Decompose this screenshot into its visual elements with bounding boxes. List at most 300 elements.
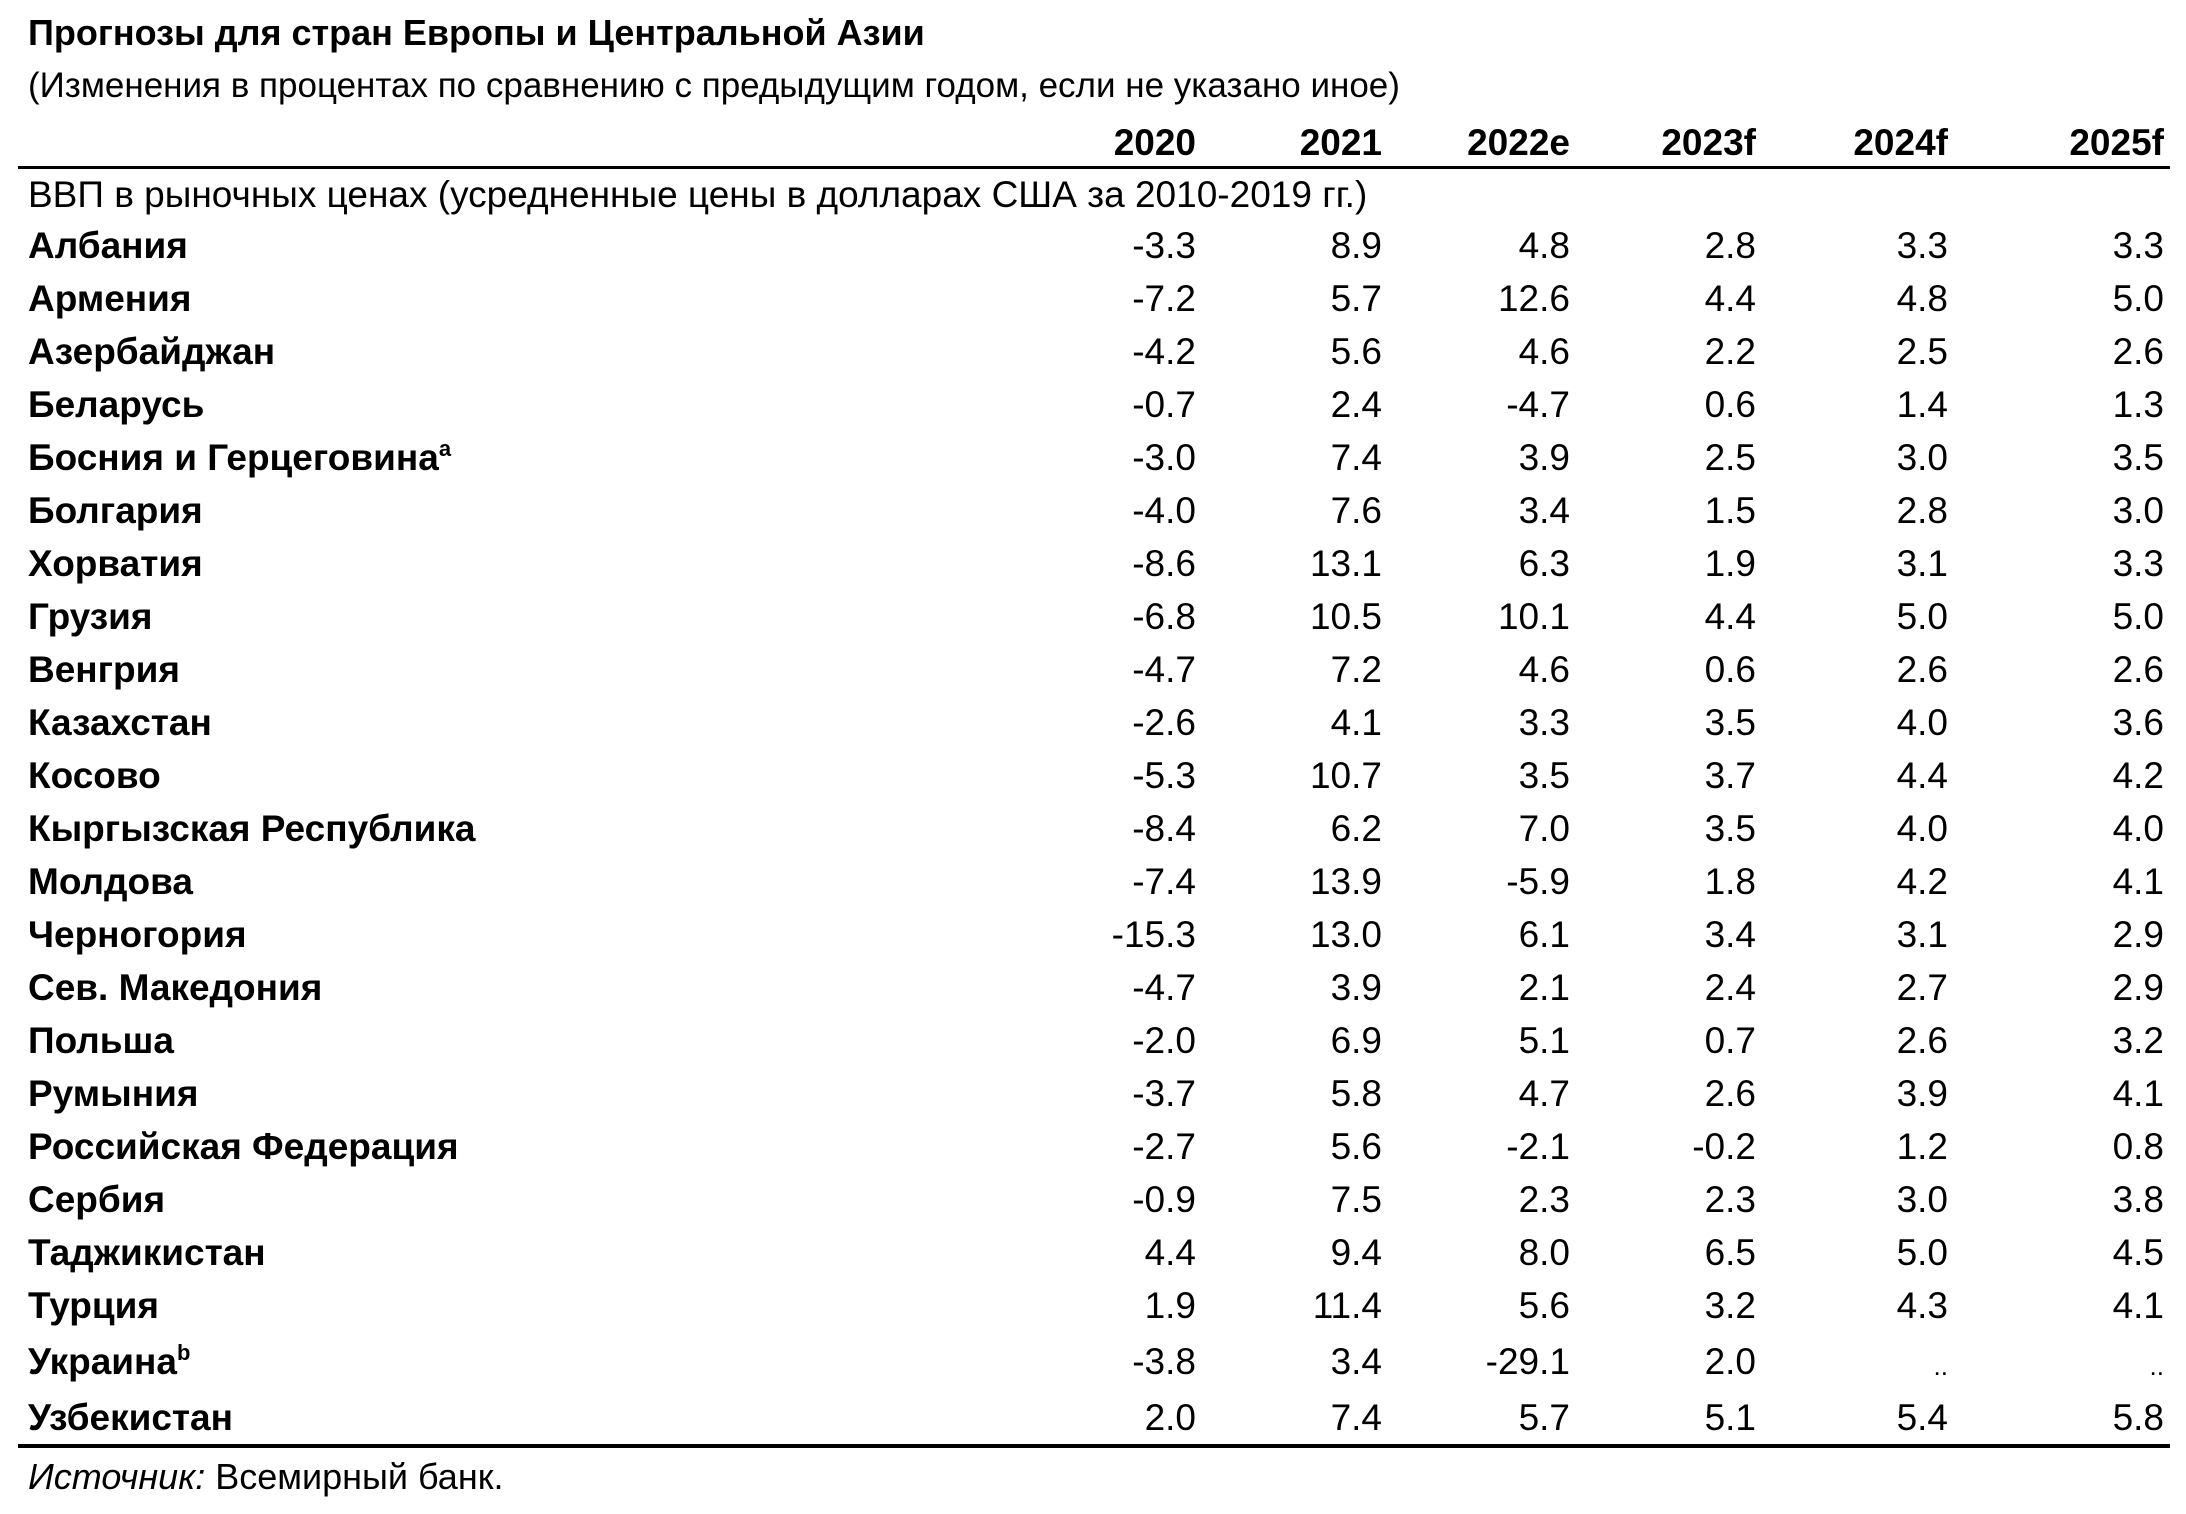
column-header-2021: 2021	[1202, 116, 1388, 168]
value-cell-2024f	[1762, 272, 1954, 325]
value-cell-2023f	[1576, 219, 1762, 272]
value-text: -4.7	[1132, 966, 1196, 1008]
value-cell-2025f	[1954, 1173, 2170, 1226]
value-cell-2024f	[1762, 1391, 1954, 1446]
table-row	[18, 378, 2170, 431]
value-cell-2020	[1022, 1173, 1202, 1226]
value-text: 5.1	[1518, 1019, 1570, 1061]
value-text: 4.0	[1896, 701, 1948, 743]
country-cell	[18, 1332, 1022, 1391]
value-cell-2021	[1202, 1014, 1388, 1067]
source-note	[28, 1452, 503, 1502]
table-row	[18, 484, 2170, 537]
value-cell-2021	[1202, 325, 1388, 378]
country-name: Казахстан	[28, 701, 212, 743]
value-cell-2020	[1022, 855, 1202, 908]
value-text: 4.8	[1896, 277, 1948, 319]
value-text: 2.7	[1896, 966, 1948, 1008]
country-name: Грузия	[28, 595, 153, 637]
value-cell-2021	[1202, 1173, 1388, 1226]
value-cell-2023f	[1576, 1332, 1762, 1391]
value-text: 3.4	[1704, 913, 1756, 955]
value-text: -2.6	[1132, 701, 1196, 743]
value-cell-2024f	[1762, 590, 1954, 643]
value-cell-2023f	[1576, 537, 1762, 590]
value-cell-2021	[1202, 537, 1388, 590]
value-text: 3.4	[1330, 1340, 1382, 1382]
value-cell-2022e	[1388, 1120, 1576, 1173]
value-cell-2025f	[1954, 325, 2170, 378]
value-text: 5.6	[1330, 330, 1382, 372]
value-cell-2024f	[1762, 1067, 1954, 1120]
value-cell-2021	[1202, 961, 1388, 1014]
value-text: 13.9	[1309, 860, 1382, 902]
value-text: 5.1	[1704, 1396, 1756, 1438]
table-row	[18, 1332, 2170, 1391]
country-cell	[18, 1120, 1022, 1173]
value-text: 4.1	[2112, 1284, 2164, 1326]
value-cell-2025f	[1954, 590, 2170, 643]
value-cell-2021	[1202, 431, 1388, 484]
value-cell-2021	[1202, 696, 1388, 749]
value-text: ..	[2149, 1351, 2164, 1381]
value-cell-2022e	[1388, 908, 1576, 961]
column-header-2020: 2020	[1022, 116, 1202, 168]
value-cell-2023f	[1576, 802, 1762, 855]
value-text: 2.0	[1144, 1396, 1196, 1438]
value-text: 3.3	[2112, 542, 2164, 584]
country-cell	[18, 325, 1022, 378]
value-text: 4.3	[1896, 1284, 1948, 1326]
value-cell-2020	[1022, 1067, 1202, 1120]
value-cell-2024f	[1762, 484, 1954, 537]
value-text: 10.7	[1309, 754, 1382, 796]
value-cell-2025f	[1954, 1014, 2170, 1067]
value-cell-2025f	[1954, 1067, 2170, 1120]
table-row	[18, 1226, 2170, 1279]
value-cell-2023f	[1576, 1391, 1762, 1446]
value-text: -2.7	[1132, 1125, 1196, 1167]
table-row	[18, 1391, 2170, 1446]
table-body	[18, 219, 2170, 1446]
value-cell-2020	[1022, 219, 1202, 272]
value-cell-2021	[1202, 378, 1388, 431]
value-text: 4.1	[2112, 1072, 2164, 1114]
value-text: 5.0	[2112, 277, 2164, 319]
country-cell	[18, 1226, 1022, 1279]
value-cell-2023f	[1576, 272, 1762, 325]
value-cell-2023f	[1576, 1014, 1762, 1067]
value-cell-2021	[1202, 749, 1388, 802]
country-cell	[18, 749, 1022, 802]
value-cell-2021	[1202, 272, 1388, 325]
country-name: Кыргызская Республика	[28, 807, 476, 849]
value-cell-2024f	[1762, 855, 1954, 908]
value-cell-2023f	[1576, 749, 1762, 802]
value-text: 3.3	[2112, 224, 2164, 266]
value-cell-2024f	[1762, 1014, 1954, 1067]
table-row	[18, 855, 2170, 908]
value-text: -3.3	[1132, 224, 1196, 266]
value-cell-2022e	[1388, 1014, 1576, 1067]
column-header-2024f: 2024f	[1762, 116, 1954, 168]
value-cell-2022e	[1388, 1279, 1576, 1332]
value-text: 4.4	[1896, 754, 1948, 796]
header-row	[18, 116, 2170, 168]
value-text: 13.0	[1309, 913, 1382, 955]
value-text: 3.9	[1896, 1072, 1948, 1114]
country-cell	[18, 961, 1022, 1014]
value-cell-2021	[1202, 802, 1388, 855]
value-text: 7.6	[1330, 489, 1382, 531]
country-name: Узбекистан	[28, 1396, 233, 1438]
value-cell-2023f	[1576, 1226, 1762, 1279]
value-text: 2.8	[1896, 489, 1948, 531]
country-name: Российская Федерация	[28, 1125, 459, 1167]
value-cell-2022e	[1388, 590, 1576, 643]
value-text: 3.9	[1330, 966, 1382, 1008]
page-title: Прогнозы для стран Европы и Центральной Азии	[28, 12, 925, 53]
value-cell-2023f	[1576, 590, 1762, 643]
country-name: Таджикистан	[28, 1231, 266, 1273]
value-cell-2025f	[1954, 802, 2170, 855]
value-cell-2022e	[1388, 1332, 1576, 1391]
value-cell-2023f	[1576, 1067, 1762, 1120]
column-header-2023f: 2023f	[1576, 116, 1762, 168]
column-header-2022e: 2022e	[1388, 116, 1576, 168]
value-cell-2021	[1202, 1067, 1388, 1120]
value-cell-2022e	[1388, 537, 1576, 590]
value-text: 1.4	[1896, 383, 1948, 425]
value-cell-2023f	[1576, 431, 1762, 484]
value-text: 2.5	[1896, 330, 1948, 372]
value-text: 3.3	[1518, 701, 1570, 743]
table-row	[18, 1067, 2170, 1120]
value-text: 3.6	[2112, 701, 2164, 743]
value-text: 2.6	[2112, 330, 2164, 372]
value-cell-2021	[1202, 484, 1388, 537]
value-text: 2.5	[1704, 436, 1756, 478]
value-cell-2025f	[1954, 1226, 2170, 1279]
value-text: 9.4	[1330, 1231, 1382, 1273]
value-cell-2024f	[1762, 1173, 1954, 1226]
country-cell	[18, 219, 1022, 272]
value-cell-2022e	[1388, 272, 1576, 325]
value-cell-2021	[1202, 1120, 1388, 1173]
table-row	[18, 643, 2170, 696]
value-text: 3.5	[1704, 807, 1756, 849]
section-row	[18, 168, 2170, 220]
value-cell-2025f	[1954, 272, 2170, 325]
value-cell-2024f	[1762, 431, 1954, 484]
column-header-2025f: 2025f	[1954, 116, 2170, 168]
country-name: Косово	[28, 754, 161, 796]
value-text: 6.1	[1518, 913, 1570, 955]
value-cell-2024f	[1762, 749, 1954, 802]
value-text: 2.0	[1704, 1340, 1756, 1382]
footnote-marker: a	[438, 435, 452, 461]
footnote-marker: b	[176, 1339, 191, 1365]
value-cell-2025f	[1954, 643, 2170, 696]
value-text: -2.0	[1132, 1019, 1196, 1061]
country-cell	[18, 1279, 1022, 1332]
value-cell-2022e	[1388, 1173, 1576, 1226]
value-text: 2.9	[2112, 966, 2164, 1008]
value-text: -5.9	[1506, 860, 1570, 902]
value-cell-2024f	[1762, 802, 1954, 855]
value-cell-2020	[1022, 908, 1202, 961]
country-cell	[18, 908, 1022, 961]
value-cell-2020	[1022, 1226, 1202, 1279]
value-text: 2.1	[1518, 966, 1570, 1008]
value-cell-2024f	[1762, 325, 1954, 378]
table-row	[18, 219, 2170, 272]
country-name: Молдова	[28, 860, 193, 902]
value-text: 7.4	[1330, 1396, 1382, 1438]
value-text: 3.5	[1704, 701, 1756, 743]
table-row	[18, 961, 2170, 1014]
value-text: 3.2	[2112, 1019, 2164, 1061]
value-text: 2.6	[1896, 1019, 1948, 1061]
table-section	[18, 168, 2170, 220]
value-text: 4.2	[2112, 754, 2164, 796]
country-cell	[18, 378, 1022, 431]
value-text: -3.0	[1132, 436, 1196, 478]
value-text: 2.6	[1704, 1072, 1756, 1114]
value-text: 2.8	[1704, 224, 1756, 266]
value-text: -4.2	[1132, 330, 1196, 372]
value-cell-2021	[1202, 1332, 1388, 1391]
value-cell-2024f	[1762, 908, 1954, 961]
value-text: 0.6	[1704, 648, 1756, 690]
value-text: 3.5	[1518, 754, 1570, 796]
country-cell	[18, 855, 1022, 908]
value-cell-2020	[1022, 272, 1202, 325]
value-text: -4.7	[1132, 648, 1196, 690]
value-cell-2024f	[1762, 696, 1954, 749]
value-text: 5.8	[1330, 1072, 1382, 1114]
value-text: 4.8	[1518, 224, 1570, 266]
country-cell	[18, 484, 1022, 537]
country-name: Болгария	[28, 489, 203, 531]
value-cell-2020	[1022, 1120, 1202, 1173]
value-text: -8.4	[1132, 807, 1196, 849]
value-text: 5.7	[1518, 1396, 1570, 1438]
value-cell-2023f	[1576, 484, 1762, 537]
value-cell-2020	[1022, 537, 1202, 590]
value-text: ..	[1933, 1351, 1948, 1381]
country-cell	[18, 537, 1022, 590]
value-cell-2021	[1202, 590, 1388, 643]
value-text: 0.8	[2112, 1125, 2164, 1167]
value-cell-2021	[1202, 219, 1388, 272]
value-cell-2022e	[1388, 802, 1576, 855]
value-text: 5.8	[2112, 1396, 2164, 1438]
value-text: 4.2	[1896, 860, 1948, 902]
value-text: -6.8	[1132, 595, 1196, 637]
value-text: 4.4	[1704, 277, 1756, 319]
value-text: 10.1	[1497, 595, 1570, 637]
value-cell-2021	[1202, 1226, 1388, 1279]
table-row	[18, 802, 2170, 855]
value-cell-2022e	[1388, 484, 1576, 537]
value-text: -3.7	[1132, 1072, 1196, 1114]
value-text: 2.2	[1704, 330, 1756, 372]
value-text: 1.2	[1896, 1125, 1948, 1167]
country-name: Армения	[28, 277, 192, 319]
value-cell-2022e	[1388, 643, 1576, 696]
value-text: 7.0	[1518, 807, 1570, 849]
country-name: Черногория	[28, 913, 247, 955]
value-cell-2024f	[1762, 643, 1954, 696]
value-text: 4.1	[2112, 860, 2164, 902]
country-name: Хорватия	[28, 542, 203, 584]
value-text: 5.4	[1896, 1396, 1948, 1438]
source-text: Всемирный банк.	[215, 1456, 504, 1497]
value-text: 3.5	[2112, 436, 2164, 478]
table-row	[18, 696, 2170, 749]
table-row	[18, 1014, 2170, 1067]
value-text: 3.3	[1896, 224, 1948, 266]
value-cell-2025f	[1954, 378, 2170, 431]
country-name: Босния и Герцеговина	[28, 436, 439, 478]
country-name: Турция	[28, 1284, 159, 1326]
table-row	[18, 590, 2170, 643]
value-cell-2020	[1022, 1391, 1202, 1446]
value-text: 3.0	[1896, 436, 1948, 478]
table-row	[18, 431, 2170, 484]
value-cell-2023f	[1576, 325, 1762, 378]
value-text: 4.4	[1704, 595, 1756, 637]
value-text: 2.3	[1518, 1178, 1570, 1220]
value-cell-2023f	[1576, 696, 1762, 749]
value-text: 13.1	[1309, 542, 1382, 584]
table-row	[18, 1279, 2170, 1332]
value-text: -5.3	[1132, 754, 1196, 796]
value-text: 1.3	[2112, 383, 2164, 425]
value-text: 2.9	[2112, 913, 2164, 955]
table-row	[18, 908, 2170, 961]
value-text: 7.2	[1330, 648, 1382, 690]
value-cell-2023f	[1576, 1173, 1762, 1226]
value-text: 5.6	[1518, 1284, 1570, 1326]
value-cell-2024f	[1762, 1332, 1954, 1391]
value-cell-2023f	[1576, 961, 1762, 1014]
value-cell-2020	[1022, 1014, 1202, 1067]
value-cell-2023f	[1576, 1120, 1762, 1173]
value-cell-2022e	[1388, 1391, 1576, 1446]
value-cell-2023f	[1576, 855, 1762, 908]
country-name: Украина	[28, 1340, 177, 1382]
country-name: Польша	[28, 1019, 174, 1061]
country-cell	[18, 1067, 1022, 1120]
header-blank-cell	[18, 116, 1022, 168]
value-text: 4.6	[1518, 648, 1570, 690]
value-cell-2023f	[1576, 643, 1762, 696]
country-cell	[18, 696, 1022, 749]
value-text: 6.2	[1330, 807, 1382, 849]
value-text: 5.6	[1330, 1125, 1382, 1167]
value-text: 4.6	[1518, 330, 1570, 372]
table-row	[18, 1173, 2170, 1226]
value-text: 1.9	[1704, 542, 1756, 584]
value-cell-2020	[1022, 1279, 1202, 1332]
country-name: Сербия	[28, 1178, 166, 1220]
value-cell-2021	[1202, 1391, 1388, 1446]
value-cell-2020	[1022, 802, 1202, 855]
value-cell-2025f	[1954, 1120, 2170, 1173]
value-text: -8.6	[1132, 542, 1196, 584]
value-text: -15.3	[1111, 913, 1196, 955]
value-text: 2.4	[1330, 383, 1382, 425]
value-text: -0.7	[1132, 383, 1196, 425]
value-cell-2025f	[1954, 908, 2170, 961]
value-cell-2025f	[1954, 537, 2170, 590]
value-cell-2025f	[1954, 1391, 2170, 1446]
value-cell-2023f	[1576, 378, 1762, 431]
value-cell-2025f	[1954, 1279, 2170, 1332]
value-text: 1.5	[1704, 489, 1756, 531]
value-text: 2.3	[1704, 1178, 1756, 1220]
page-subtitle: (Изменения в процентах по сравнению с предыдущим годом, если не указано иное)	[28, 66, 1400, 105]
country-cell	[18, 1173, 1022, 1226]
value-text: 6.3	[1518, 542, 1570, 584]
value-cell-2022e	[1388, 431, 1576, 484]
value-text: 3.7	[1704, 754, 1756, 796]
value-cell-2024f	[1762, 537, 1954, 590]
value-text: -29.1	[1485, 1340, 1570, 1382]
value-text: 12.6	[1497, 277, 1570, 319]
value-cell-2024f	[1762, 1226, 1954, 1279]
value-cell-2021	[1202, 908, 1388, 961]
country-name: Венгрия	[28, 648, 180, 690]
value-cell-2022e	[1388, 219, 1576, 272]
value-text: 4.0	[1896, 807, 1948, 849]
value-cell-2020	[1022, 1332, 1202, 1391]
value-text: 3.0	[2112, 489, 2164, 531]
country-name: Румыния	[28, 1072, 199, 1114]
country-cell	[18, 1014, 1022, 1067]
value-cell-2024f	[1762, 1279, 1954, 1332]
table-row	[18, 325, 2170, 378]
table-row	[18, 272, 2170, 325]
value-text: -4.0	[1132, 489, 1196, 531]
value-text: -3.8	[1132, 1340, 1196, 1382]
table-row	[18, 749, 2170, 802]
value-cell-2021	[1202, 1279, 1388, 1332]
value-text: 1.9	[1144, 1284, 1196, 1326]
value-cell-2022e	[1388, 1226, 1576, 1279]
value-cell-2023f	[1576, 908, 1762, 961]
value-cell-2020	[1022, 484, 1202, 537]
value-text: 0.6	[1704, 383, 1756, 425]
value-cell-2020	[1022, 590, 1202, 643]
country-cell	[18, 1391, 1022, 1446]
value-cell-2022e	[1388, 749, 1576, 802]
value-cell-2020	[1022, 431, 1202, 484]
forecast-table	[18, 116, 2170, 1448]
value-cell-2020	[1022, 378, 1202, 431]
value-text: 4.4	[1144, 1231, 1196, 1273]
value-cell-2024f	[1762, 961, 1954, 1014]
value-text: 5.0	[1896, 595, 1948, 637]
value-cell-2021	[1202, 855, 1388, 908]
value-text: 6.9	[1330, 1019, 1382, 1061]
table-row	[18, 537, 2170, 590]
value-text: 5.0	[2112, 595, 2164, 637]
value-cell-2020	[1022, 643, 1202, 696]
country-name: Сев. Македония	[28, 966, 323, 1008]
